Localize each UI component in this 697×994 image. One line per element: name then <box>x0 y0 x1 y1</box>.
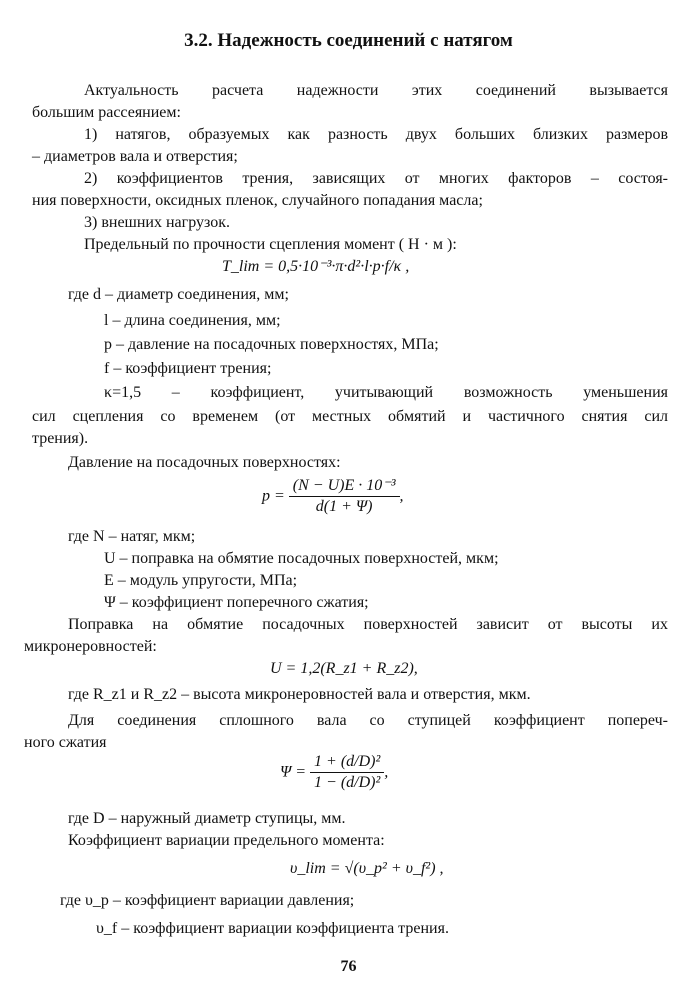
where-R: где R_z1 и R_z2 – высота микронеровностей вала и отверстия, мкм. <box>68 686 531 703</box>
intro-line-1: Актуальность расчета надежности этих соединений вызывается <box>84 82 668 99</box>
equation-pressure-numerator: (N − U)E · 10⁻³ <box>289 476 400 497</box>
item-2-line-2: ния поверхности, оксидных пленок, случайного попадания масла; <box>32 192 483 209</box>
pressure-intro: Давление на посадочных поверхностях: <box>68 454 341 471</box>
kappa-line-2: сил сцепления со временем (от местных обмятий и частичного снятия сил <box>32 408 668 425</box>
section-heading: 3.2. Надежность соединений с натягом <box>184 30 513 51</box>
where-D: где D – наружный диаметр ступицы, мм. <box>68 810 346 827</box>
where-vp: где υ_p – коэффициент вариации давления; <box>60 892 355 909</box>
where-Psi: Ψ – коэффициент поперечного сжатия; <box>104 594 369 611</box>
where-f: f – коэффициент трения; <box>104 360 272 377</box>
page-number: 76 <box>340 958 357 975</box>
equation-psi-fraction <box>310 752 384 793</box>
equation-pressure: p = $\frac{\text{(N − U)E · 10⁻³}}{d(1 + \Psi)}$ , <box>262 477 404 515</box>
solid-line-2: ного сжатия <box>24 734 107 751</box>
where-vf: υ_f – коэффициент вариации коэффициента трения. <box>96 920 449 937</box>
variation-intro: Коэффициент вариации предельного момента: <box>68 832 385 849</box>
where-l: l – длина соединения, мм; <box>104 312 281 329</box>
equation-psi-numerator: 1 + (d/D)² <box>310 752 384 773</box>
item-1-line-1: 1) натягов, образуемых как разность двух больших близких размеров <box>84 126 668 143</box>
where-d: где d – диаметр соединения, мм; <box>68 286 289 303</box>
equation-psi: Ψ = $\frac{\text{1 + (d/D)²}}{\text{1 − (d/D)²}}$ , <box>280 753 389 791</box>
moment-intro: Предельный по прочности сцепления момент ( H · м ): <box>84 236 457 253</box>
solid-line-1: Для соединения сплошного вала со ступицей коэффициент попереч- <box>68 712 668 729</box>
kappa-line-1: κ=1,5 – коэффициент, учитывающий возможность уменьшения <box>104 384 668 401</box>
equation-correction: U = 1,2(R_z1 + R_z2), <box>270 660 418 677</box>
equation-psi-lhs: Ψ = <box>280 763 307 781</box>
equation-moment: T_lim = 0,5·10⁻³·π·d²·l·p·f/κ , <box>222 258 410 275</box>
equation-pressure-denominator: d(1 + Ψ) <box>315 498 373 515</box>
equation-variation: υ_lim = √(υ_p² + υ_f²) , <box>290 860 444 877</box>
where-N: где N – натяг, мкм; <box>68 528 196 545</box>
equation-pressure-fraction <box>289 476 400 517</box>
item-2-line-1: 2) коэффициентов трения, зависящих от многих факторов – состоя- <box>84 170 668 187</box>
where-E: E – модуль упругости, МПа; <box>104 572 298 589</box>
kappa-line-3: трения). <box>32 430 89 447</box>
equation-psi-denominator: 1 − (d/D)² <box>314 774 381 791</box>
where-p: p – давление на посадочных поверхностях, МПа; <box>104 336 439 353</box>
equation-pressure-lhs: p = <box>262 487 285 505</box>
correction-line-2: микронеровностей: <box>24 638 157 655</box>
correction-line-1: Поправка на обмятие посадочных поверхностей зависит от высоты их <box>68 616 668 633</box>
where-U: U – поправка на обмятие посадочных поверхностей, мкм; <box>104 550 499 567</box>
item-3: 3) внешних нагрузок. <box>84 214 231 231</box>
item-1-line-2: – диаметров вала и отверстия; <box>32 148 238 165</box>
intro-line-2: большим рассеянием: <box>32 104 181 121</box>
